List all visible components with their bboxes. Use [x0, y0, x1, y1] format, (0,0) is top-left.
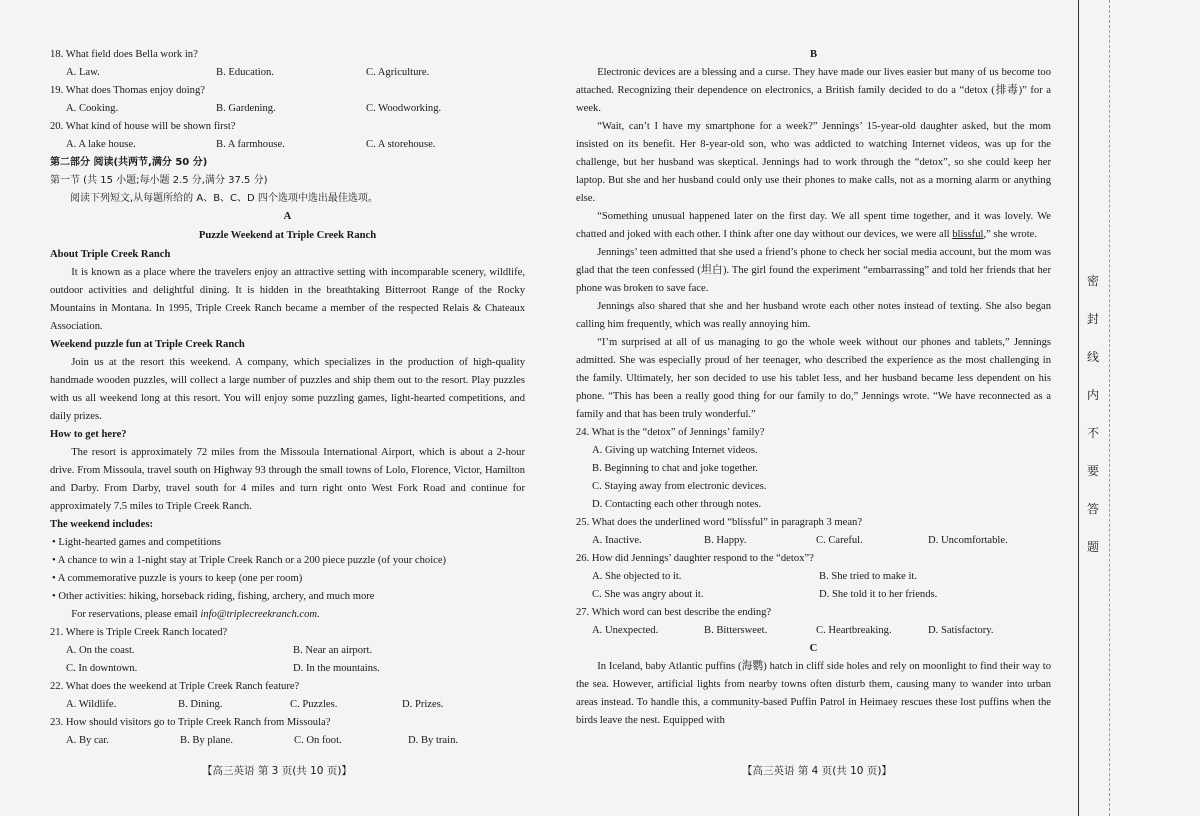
section-heading: The weekend includes:	[50, 519, 154, 530]
option: A. She objected to it.	[592, 571, 682, 582]
option: C. Heartbreaking.	[816, 625, 892, 636]
notice-char: 封	[1086, 312, 1099, 326]
question-20-options	[50, 136, 525, 154]
paragraph-text: “Something unusual happened later on the first day. We all spent time together, and it was lovely. We chatted and joked with each other. I think after one day without our devices, we were all	[576, 211, 1051, 240]
option: B. Gardening.	[216, 103, 276, 114]
paragraph: “Wait, can’t I have my smartphone for a week?” Jennings’ 15-year-old daughter asked, but the mom insisted on its benefit. Her 8-year-old son, who was addicted to watching Internet videos, was up for the challenge, but her husband was skeptical. Jennings had to work through the “detox”, so she could keep her laptop. But she and her husband could only use their phones to make calls, not as a morning alarm or anything else.	[576, 121, 1051, 204]
reservation-text: For reservations, please email	[71, 609, 201, 620]
option: C. A storehouse.	[366, 139, 436, 150]
option: B. Near an airport.	[293, 645, 373, 656]
option: A. Unexpected.	[592, 625, 659, 636]
left-page	[50, 46, 525, 750]
question-18: 18. What field does Bella work in?	[50, 49, 198, 60]
paragraph: It is known as a place where the travelers enjoy an attractive setting with incomparable scenery, wildlife, outdoor activities and delightful dining. It is hidden in the breathtaking Bitterroot Range of the Rocky Mountains in Montana. In 1995, Triple Creek Ranch became a member of the respected Relais & Chateaux Association.	[50, 267, 525, 332]
part-heading: 第二部分 阅读(共两节,满分 50 分)	[50, 157, 208, 168]
paragraph: Jennings also shared that she and her husband wrote each other notes instead of texting. She also began calling him frequently, which was really annoying him.	[576, 301, 1051, 330]
option: A. Giving up watching Internet videos.	[592, 445, 758, 456]
question-22-options	[50, 696, 525, 714]
option: A. On the coast.	[66, 645, 135, 656]
question-20: 20. What kind of house will be shown first?	[50, 121, 236, 132]
paragraph: The resort is approximately 72 miles from the Missoula International Airport, which is about a 2-hour drive. From Missoula, travel south on Highway 93 through the small towns of Lolo, Florence, Victor, Hamilton and Darby. From Darby, travel south for 4 miles and turn right onto West Fork Road and continue for approximately 7.5 miles to Triple Creek Ranch.	[50, 447, 525, 512]
email-link[interactable]: info@triplecreekranch.com.	[200, 609, 320, 620]
option: D. Uncomfortable.	[928, 535, 1008, 546]
option: D. Prizes.	[402, 699, 444, 710]
bullet-item: • Other activities: hiking, horseback riding, fishing, archery, and much more	[52, 591, 375, 602]
question-24: 24. What is the “detox” of Jennings’ family?	[576, 427, 765, 438]
question-25: 25. What does the underlined word “blissful” in paragraph 3 mean?	[576, 517, 863, 528]
instruction: 阅读下列短文,从每题所给的 A、B、C、D 四个选项中选出最佳选项。	[70, 193, 378, 204]
paragraph: Electronic devices are a blessing and a curse. They have made our lives easier but many of us become too attached. Recognizing their dependence on electronics, a British family decided to do a “detox (排毒)” for a week.	[576, 67, 1051, 114]
option: C. Careful.	[816, 535, 863, 546]
question-26: 26. How did Jennings’ daughter respond to the “detox”?	[576, 553, 814, 564]
paragraph	[576, 208, 1051, 244]
option: D. Contacting each other through notes.	[592, 499, 762, 510]
passage-label: C	[809, 643, 818, 654]
seal-line-notice	[1086, 262, 1100, 566]
underlined-word: blissful	[952, 229, 984, 240]
option: B. Education.	[216, 67, 274, 78]
bullet-item: • A commemorative puzzle is yours to keep (one per room)	[52, 573, 303, 584]
option: C. Staying away from electronic devices.	[592, 481, 767, 492]
paragraph: Join us at the resort this weekend. A company, which specializes in the production of high-quality handmade wooden puzzles, will collect a large number of puzzles and ship them out to the resort. Play puzzles with us all weekend long at this resort. You will enjoy some puzzling games, light-hearted competitions, and daily prizes.	[50, 357, 525, 422]
question-19-options	[50, 100, 525, 118]
paragraph: Jennings’ teen admitted that she used a friend’s phone to check her social media account, but the mom was glad that the teen confessed (坦白). The girl found the experiment “embarrassing” and told her friends that her phone was broken to save face.	[576, 247, 1051, 294]
paragraph: In Iceland, baby Atlantic puffins (海鹦) hatch in cliff side holes and rely on moonlight to find their way to the sea. However, artificial lights from nearby towns often disturb them, causing many to wander into urban areas instead. To handle this, a community-based Puffin Patrol in Heimaey rescues these lost puffins when the birds leave the nest. Equipped with	[576, 661, 1051, 726]
option: C. Agriculture.	[366, 67, 430, 78]
bullet-item: • A chance to win a 1-night stay at Triple Creek Ranch or a 200 piece puzzle (of your choice)	[52, 555, 447, 566]
notice-char: 题	[1086, 540, 1099, 554]
bullet-item: • Light-hearted games and competitions	[52, 537, 222, 548]
option: A. By car.	[66, 735, 109, 746]
option: C. On foot.	[294, 735, 342, 746]
option: D. In the mountains.	[293, 663, 380, 674]
reservation-line	[50, 606, 525, 624]
paragraph-text: ,” she wrote.	[983, 229, 1037, 240]
section-heading: 第一节 (共 15 小题;每小题 2.5 分,满分 37.5 分)	[50, 175, 268, 186]
question-25-options	[576, 532, 1051, 550]
question-27-options	[576, 622, 1051, 640]
section-heading: How to get here?	[50, 429, 127, 440]
question-21-options	[50, 642, 525, 660]
option: C. She was angry about it.	[592, 589, 704, 600]
question-23-options	[50, 732, 525, 750]
question-27: 27. Which word can best describe the ending?	[576, 607, 772, 618]
option: A. A lake house.	[66, 139, 136, 150]
option: C. In downtown.	[66, 663, 138, 674]
option: B. Bittersweet.	[704, 625, 768, 636]
question-18-options	[50, 64, 525, 82]
option: B. Beginning to chat and joke together.	[592, 463, 758, 474]
seal-line	[1109, 0, 1110, 816]
option: A. Wildlife.	[66, 699, 117, 710]
option: B. By plane.	[180, 735, 233, 746]
option: A. Cooking.	[66, 103, 119, 114]
notice-char: 不	[1086, 426, 1099, 440]
question-26-options	[576, 568, 1051, 586]
right-page	[576, 46, 1051, 730]
question-22: 22. What does the weekend at Triple Creek Ranch feature?	[50, 681, 300, 692]
page-footer-right: 【高三英语 第 4 页(共 10 页)】	[742, 765, 892, 777]
option: D. She told it to her friends.	[819, 589, 938, 600]
option: C. Puzzles.	[290, 699, 338, 710]
option: B. A farmhouse.	[216, 139, 285, 150]
notice-char: 答	[1086, 502, 1099, 516]
passage-label: A	[283, 211, 292, 222]
question-21: 21. Where is Triple Creek Ranch located?	[50, 627, 228, 638]
notice-char: 要	[1086, 464, 1099, 478]
option: A. Law.	[66, 67, 100, 78]
question-19: 19. What does Thomas enjoy doing?	[50, 85, 205, 96]
question-21-options-row2	[50, 660, 525, 678]
notice-char: 密	[1086, 274, 1099, 288]
question-26-options-row2	[576, 586, 1051, 604]
option: A. Inactive.	[592, 535, 642, 546]
option: B. She tried to make it.	[819, 571, 917, 582]
section-heading: About Triple Creek Ranch	[50, 249, 171, 260]
passage-title: Puzzle Weekend at Triple Creek Ranch	[198, 230, 377, 241]
question-24-options	[576, 442, 1051, 514]
option: D. By train.	[408, 735, 459, 746]
question-23: 23. How should visitors go to Triple Creek Ranch from Missoula?	[50, 717, 331, 728]
paragraph: “I’m surprised at all of us managing to go the whole week without our phones and tablets,” Jennings admitted. She was especially proud of her teenager, who described the experience as the most challenging in the family. Ultimately, her son decided to use his tablet less, and her husband became less dependent on his phone. “This has been a really good thing for our family to do,” Jennings wrote. “We have reconnected as a family and that has been truly wonderful.”	[576, 337, 1051, 420]
option: B. Happy.	[704, 535, 747, 546]
option: C. Woodworking.	[366, 103, 442, 114]
passage-label: B	[809, 49, 818, 60]
page-footer-left: 【高三英语 第 3 页(共 10 页)】	[202, 765, 352, 777]
notice-char: 线	[1086, 350, 1099, 364]
section-heading: Weekend puzzle fun at Triple Creek Ranch	[50, 339, 245, 350]
option: B. Dining.	[178, 699, 223, 710]
notice-char: 内	[1086, 388, 1099, 402]
option: D. Satisfactory.	[928, 625, 994, 636]
